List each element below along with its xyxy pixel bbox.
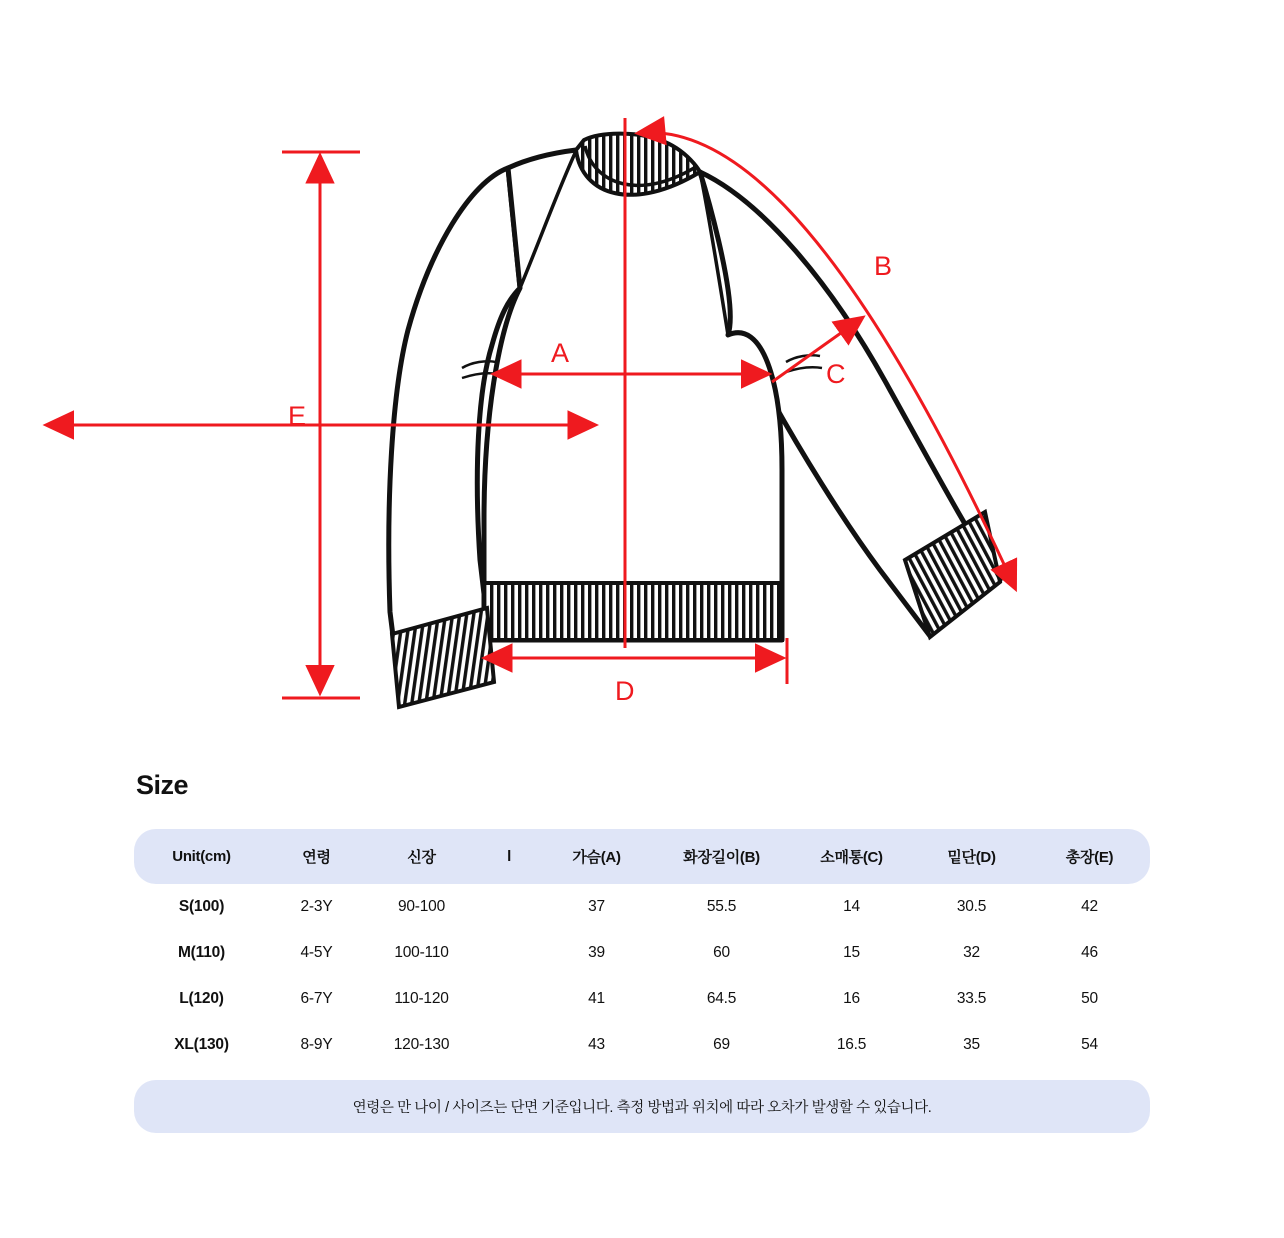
size-section xyxy=(0,770,1284,1133)
cell-divider xyxy=(479,976,539,1022)
label-B: B xyxy=(874,251,893,281)
cell-divider xyxy=(479,930,539,976)
cell-chest: 41 xyxy=(588,990,605,1007)
label-A: A xyxy=(551,338,570,368)
cell-sleeve-length: 55.5 xyxy=(706,898,737,915)
col-chest: 가슴(A) xyxy=(539,829,654,884)
cell-sleeve-length: 64.5 xyxy=(706,990,737,1007)
cell-total-length: 46 xyxy=(1081,944,1098,961)
cell-hem: 35 xyxy=(963,1036,980,1053)
cell-sleeve-width: 14 xyxy=(843,898,860,915)
col-hem: 밑단(D) xyxy=(914,829,1029,884)
cell-height: 90-100 xyxy=(397,898,446,915)
table-row xyxy=(134,976,1150,1022)
cell-sleeve-width: 16.5 xyxy=(836,1036,867,1053)
cell-total-length: 54 xyxy=(1081,1036,1098,1053)
cell-hem: 32 xyxy=(963,944,980,961)
col-unit: Unit(cm) xyxy=(134,829,269,884)
col-divider: l xyxy=(479,829,539,884)
cell-height: 110-120 xyxy=(394,990,449,1007)
col-height: 신장 xyxy=(364,829,479,884)
cell-sleeve-length: 69 xyxy=(713,1036,730,1053)
cell-total-length: 50 xyxy=(1081,990,1098,1007)
label-C: C xyxy=(826,359,846,389)
cell-hem: 30.5 xyxy=(956,898,987,915)
cell-chest: 43 xyxy=(588,1036,605,1053)
table-row xyxy=(134,930,1150,976)
cell-size: M(110) xyxy=(177,944,226,961)
cell-size: L(120) xyxy=(179,990,224,1007)
table-row xyxy=(134,884,1150,930)
cell-height: 100-110 xyxy=(394,944,449,961)
cell-divider xyxy=(479,1022,539,1068)
col-sleeve-width: 소매통(C) xyxy=(789,829,914,884)
cell-age: 2-3Y xyxy=(300,898,333,915)
size-table xyxy=(134,829,1150,1068)
hem-rib xyxy=(484,583,782,640)
cell-sleeve-width: 16 xyxy=(843,990,860,1007)
cell-chest: 39 xyxy=(588,944,605,961)
cell-age: 4-5Y xyxy=(300,944,333,961)
table-row xyxy=(134,1022,1150,1068)
cell-height: 120-130 xyxy=(393,1036,450,1053)
cell-divider xyxy=(479,884,539,930)
cell-chest: 37 xyxy=(588,898,605,915)
col-age: 연령 xyxy=(269,829,364,884)
cell-size: S(100) xyxy=(178,898,225,915)
cell-sleeve-length: 60 xyxy=(713,944,730,961)
table-header-row xyxy=(134,829,1150,884)
col-total-length: 총장(E) xyxy=(1029,829,1150,884)
size-note: 연령은 만 나이 / 사이즈는 단면 기준입니다. 측정 방법과 위치에 따라 오차가 발생할 수 있습니다. xyxy=(134,1080,1150,1133)
cell-age: 6-7Y xyxy=(300,990,333,1007)
cell-total-length: 42 xyxy=(1081,898,1098,915)
cell-sleeve-width: 15 xyxy=(843,944,860,961)
label-E: E xyxy=(288,401,307,431)
cell-hem: 33.5 xyxy=(956,990,987,1007)
cell-age: 8-9Y xyxy=(300,1036,333,1053)
label-D: D xyxy=(615,676,635,706)
col-sleeve-length: 화장길이(B) xyxy=(654,829,789,884)
cell-size: XL(130) xyxy=(174,1036,229,1053)
page-title: Size xyxy=(136,770,189,800)
